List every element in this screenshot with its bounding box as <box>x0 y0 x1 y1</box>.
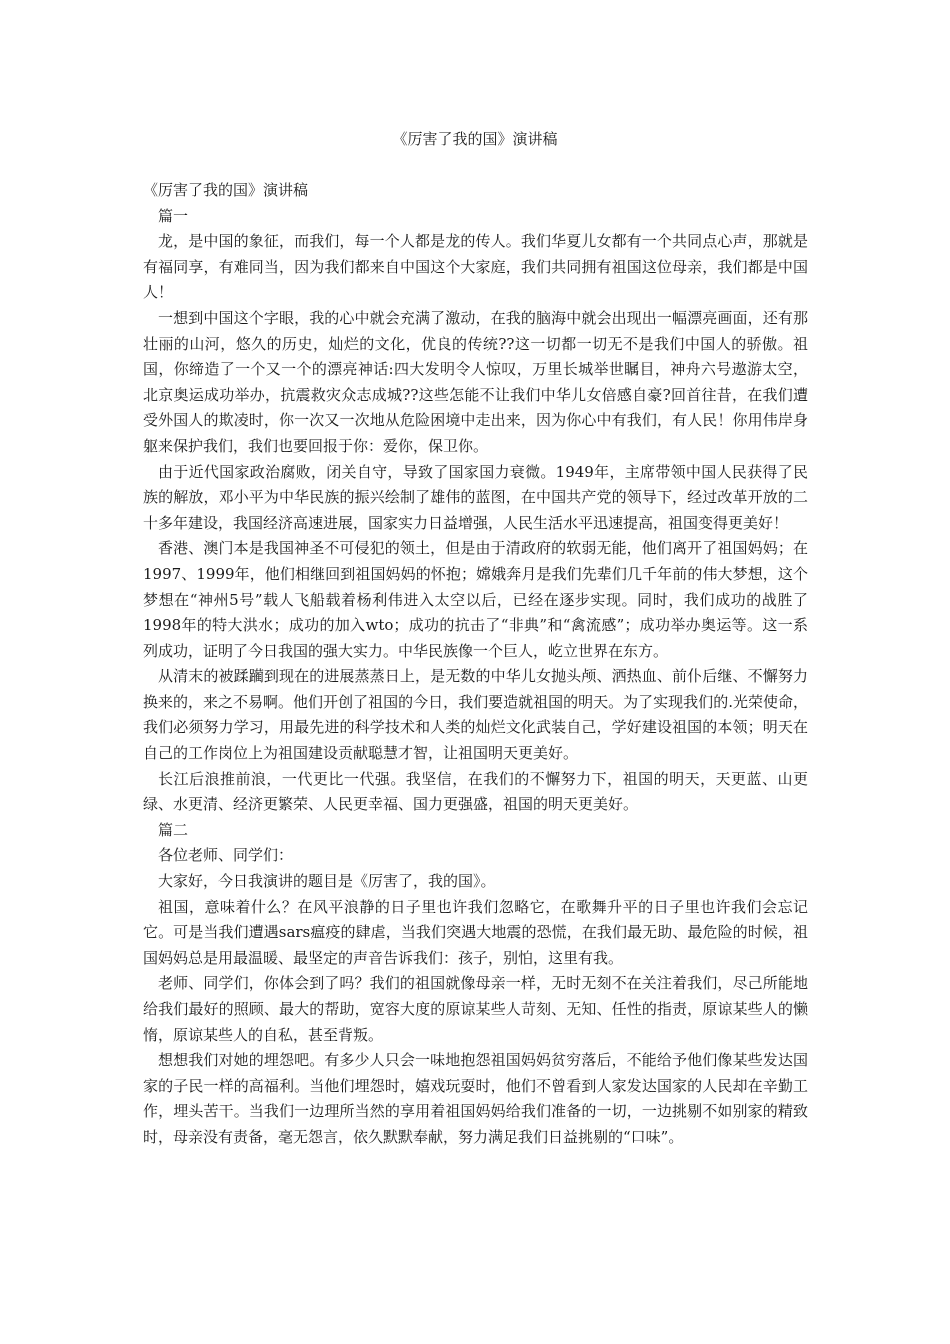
salutation: 各位老师、同学们： <box>158 846 294 865</box>
paragraph: 香港、澳门本是我国神圣不可侵犯的领土，但是由于清政府的软弱无能，他们离开了祖国妈妈；在1997、1999年，他们相继回到祖国妈妈的怀抱；嫦娥奔月是我们先辈们几千年前的伟大梦想，这个梦想在“神州5号”载人飞船载着杨利伟进入太空以后，已经在逐步实现。同时，我们成功的战胜了1998年的特大洪水；成功的加入wto；成功的抗击了“非典”和“禽流感”；成功举办奥运等。这一系列成功，证明了今日我国的强大实力。中华民族像一个巨人，屹立世界在东方。 <box>143 539 808 660</box>
paragraph: 龙，是中国的象征，而我们，每一个人都是龙的传人。我们华夏儿女都有一个共同点心声，那就是有福同享，有难同当，因为我们都来自中国这个大家庭，我们共同拥有祖国这位母亲，我们都是中国人！ <box>143 232 808 302</box>
paragraph: 从清末的被蹂躏到现在的进展蒸蒸日上，是无数的中华儿女抛头颅、洒热血、前仆后继、不懈努力换来的，来之不易啊。他们开创了祖国的今日，我们要造就祖国的明天。为了实现我们的.光荣使命，我们必须努力学习，用最先进的科学技术和人类的灿烂文化武装自己，学好建设祖国的本领；明天在自己的工作岗位上为祖国建设贡献聪慧才智，让祖国明天更美好。 <box>143 667 808 763</box>
section-label-2: 篇二 <box>158 820 189 839</box>
paragraph: 一想到中国这个字眼，我的心中就会充满了激动，在我的脑海中就会出现出一幅漂亮画面，还有那壮丽的山河，悠久的历史，灿烂的文化，优良的传统??这一切都一切无不是我们中国人的骄傲。祖国，你缔造了一个又一个的漂亮神话:四大发明令人惊叹，万里长城举世瞩目，神舟六号遨游太空，北京奥运成功举办，抗震救灾众志成城??这些怎能不让我们中华儿女倍感自豪?回首往昔，在我们遭受外国人的欺凌时，你一次又一次地从危险困境中走出来，因为你心中有我们，有人民！你用伟岸身躯来保护我们，我们也要回报于你：爱你，保卫你。 <box>143 308 808 455</box>
document-body <box>143 178 808 1151</box>
paragraph: 祖国，意味着什么？在风平浪静的日子里也许我们忽略它，在歌舞升平的日子里也许我们会忘记它。可是当我们遭遇sars瘟疫的肆虐，当我们突遇大地震的恐慌，在我们最无助、最危险的时候，祖国妈妈总是用最温暖、最坚定的声音告诉我们：孩子，别怕，这里有我。 <box>143 897 808 967</box>
document-title: 《厉害了我的国》演讲稿 <box>392 130 558 148</box>
paragraph: 长江后浪推前浪，一代更比一代强。我坚信，在我们的不懈努力下，祖国的明天，天更蓝、山更绿、水更清、经济更繁荣、人民更幸福、国力更强盛，祖国的明天更美好。 <box>143 769 808 814</box>
body-heading: 《厉害了我的国》演讲稿 <box>143 181 309 199</box>
paragraph: 老师、同学们，你体会到了吗？我们的祖国就像母亲一样，无时无刻不在关注着我们，尽己所能地给我们最好的照顾、最大的帮助，宽容大度的原谅某些人苛刻、无知、任性的指责，原谅某些人的懒惰，原谅某些人的自私，甚至背叛。 <box>143 974 808 1044</box>
paragraph: 想想我们对她的埋怨吧。有多少人只会一味地抱怨祖国妈妈贫穷落后，不能给予他们像某些发达国家的子民一样的高福利。当他们埋怨时，嬉戏玩耍时，他们不曾看到人家发达国家的人民却在辛勤工作，埋头苦干。当我们一边理所当然的享用着祖国妈妈给我们准备的一切，一边挑剔不如别家的精致时，母亲没有责备，毫无怨言，依久默默奉献，努力满足我们日益挑剔的“口味”。 <box>143 1051 808 1146</box>
paragraph: 大家好，今日我演讲的题目是《厉害了，我的国》。 <box>158 872 496 891</box>
section-label-1: 篇一 <box>158 206 189 225</box>
paragraph: 由于近代国家政治腐败，闭关自守，导致了国家国力衰微。1949年，主席带领中国人民获得了民族的解放，邓小平为中华民族的振兴绘制了雄伟的蓝图，在中国共产党的领导下，经过改革开放的二十多年建设，我国经济高速进展，国家实力日益增强，人民生活水平迅速提高，祖国变得更美好！ <box>143 462 808 532</box>
